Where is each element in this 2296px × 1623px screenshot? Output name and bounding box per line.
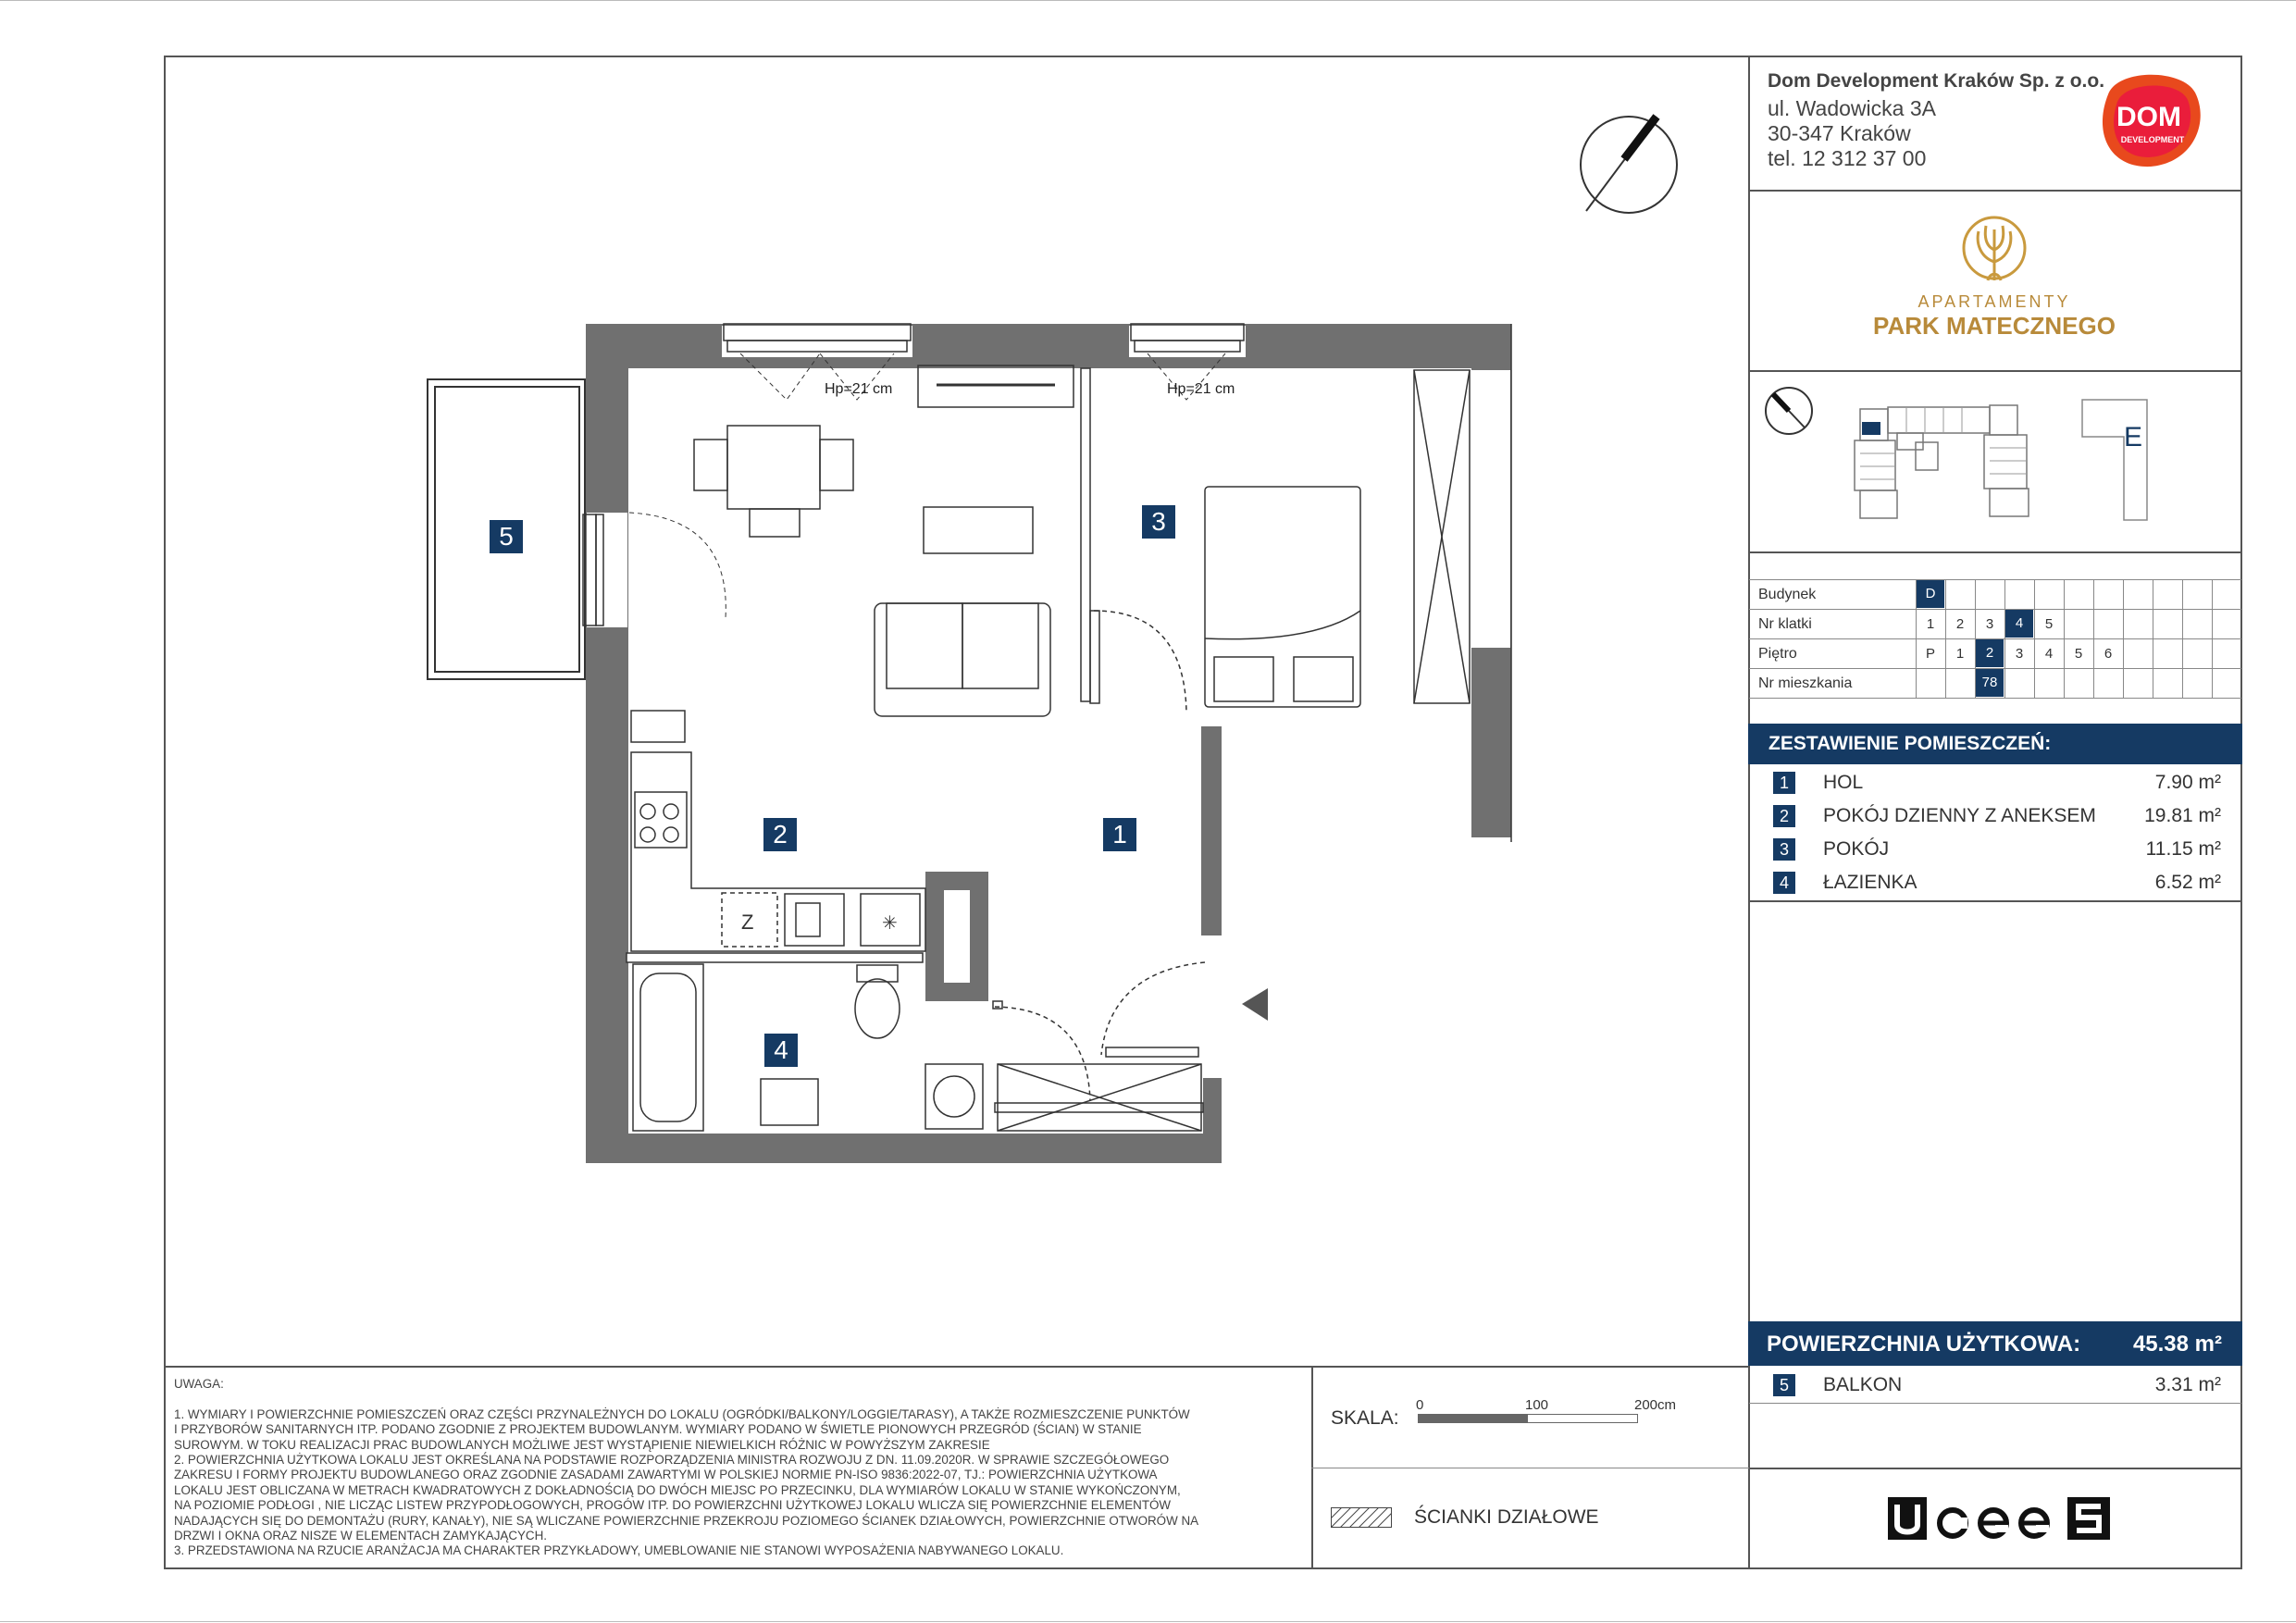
dining-table-icon: [694, 426, 853, 537]
ucees-logo: [1886, 1492, 2114, 1543]
room-num: 1: [1773, 772, 1795, 794]
north-compass-icon: [1581, 117, 1677, 213]
rooms-header: ZESTAWIENIE POMIESZCZEŃ:: [1769, 733, 2052, 754]
floor-cell: 1: [1955, 646, 1965, 662]
note-line: 1. WYMIARY I POWIERZCHNIE POMIESZCZEŃ ORAZ CZĘŚCI PRZYNALEŻNYCH DO LOKALU (OGRÓDKI/BALKONY/LOGGIE/TARASY), A TAKŻE ROZMIESZCZENIE PUNKTÓW: [174, 1406, 1190, 1421]
washing-machine-icon: [925, 1064, 983, 1129]
window-note: Hp=21 cm: [1167, 381, 1235, 397]
bottom-border: [0, 1621, 2296, 1622]
room-area: 7.90 m²: [2154, 772, 2221, 793]
divider: [1748, 551, 2242, 553]
floor-plan: [389, 111, 1703, 1221]
table-col: [2004, 579, 2005, 698]
logo-subtext: DEVELOPMENT: [2120, 135, 2185, 144]
room-name: BALKON: [1823, 1374, 1903, 1395]
room-row: [1749, 799, 2241, 833]
room-row: [1749, 866, 2241, 899]
room-badge-5: 5: [490, 520, 523, 553]
room-num: 3: [1773, 838, 1795, 861]
note-line: SUROWYM. W TOKU REALIZACJI PRAC BUDOWLANYCH MOŻLIWE JEST WYSTĄPIENIE NIEWIELKICH RÓŻNIC W POWYŻSZYM ZAKRESIE: [174, 1437, 990, 1452]
company-phone: tel. 12 312 37 00: [1768, 146, 1927, 170]
floor-cell: 3: [2015, 646, 2024, 662]
project-line1: APARTAMENTY: [1917, 292, 2071, 311]
table-col: [2212, 579, 2213, 698]
table-col: [1945, 579, 1946, 698]
note-line: ZAKRESU I FORMY PROJEKTU BUDOWLANEGO ORAZ ZGODNIE ZASADAMI ZAWARTYMI W POLSKIEJ NORMIE PN-ISO 9836:2022-07, TJ.: POWIERZCHNIA UŻYTKOWA: [174, 1468, 1158, 1482]
room-name: ŁAZIENKA: [1823, 872, 1917, 893]
floor-label: Piętro: [1758, 646, 1797, 662]
note-line: NA POZIOMIE PODŁOGI , NIE LICZĄC LISTEW PRZYPODŁOGOWYCH, PROGÓW ITP. DO POWIERZCHNI UŻYTKOWEJ LOKALU WLICZA SIĘ POWIERZCHNIE ELEMENTÓW: [174, 1498, 1172, 1513]
floor-cell: P: [1925, 646, 1935, 662]
table-col: [2182, 579, 2183, 698]
staircase-cell: 1: [1926, 616, 1935, 632]
note-line: 2. POWIERZCHNIA UŻYTKOWA LOKALU JEST OKREŚLANA NA PODSTAWIE ROZPORZĄDZENIA MINISTRA ROZWOJU Z DN. 11.09.2020R. W SPRAWIE SZCZEGÓŁOWEGO: [174, 1453, 1170, 1468]
building-value: D: [1917, 580, 1944, 608]
site-locator-map: [1758, 381, 2240, 548]
apartment-label: Nr mieszkania: [1758, 675, 1853, 691]
room-badge-2: 2: [763, 818, 797, 851]
scale-tick: 200cm: [1634, 1397, 1677, 1413]
usable-area-value: 45.38 m²: [2132, 1332, 2222, 1357]
project-line2: PARK MATECZNEGO: [1873, 312, 2116, 340]
divider: [1748, 190, 2242, 192]
room-row: [1749, 833, 2241, 866]
scale-tick: 0: [1416, 1397, 1424, 1413]
window-note: Hp=21 cm: [825, 381, 893, 397]
usable-area-label: POWIERZCHNIA UŻYTKOWA:: [1767, 1332, 2081, 1357]
table-col: [2034, 579, 2035, 698]
staircase-cell: 5: [2044, 616, 2054, 632]
floor-cell: 4: [2044, 646, 2054, 662]
notes-block: [174, 1377, 1298, 1559]
notes-divider: [164, 1366, 1749, 1368]
room-name: POKÓJ: [1823, 838, 1890, 860]
floor-cell-selected: 2: [1976, 639, 2004, 667]
dom-development-logo: [2090, 67, 2208, 170]
room-area: 6.52 m²: [2154, 872, 2221, 893]
floor-cell: 5: [2074, 646, 2083, 662]
company-street: ul. Wadowicka 3A: [1768, 96, 1936, 120]
room-badge-4: 4: [764, 1034, 798, 1067]
room-name: POKÓJ DZIENNY Z ANEKSEM: [1823, 805, 2096, 826]
room-area: 3.31 m²: [2154, 1374, 2221, 1395]
note-line: DRZWI I OKNA ORAZ NISZE W ELEMENTACH ZAMYKAJĄCYCH.: [174, 1529, 547, 1543]
toilet-icon: [855, 965, 900, 1038]
table-line: [1749, 609, 2241, 610]
room-area: 11.15 m²: [2145, 838, 2221, 860]
apartment-value: 78: [1976, 669, 2004, 697]
table-line: [1749, 698, 2241, 699]
note-line: 3. PRZEDSTAWIONA NA RZUCIE ARANŻACJA MA CHARAKTER PRZYKŁADOWY, UMEBLOWANIE NIE STANOWI WYPOSAŻENIA NABYWANEGO LOKALU.: [174, 1543, 1064, 1558]
building-label: Budynek: [1758, 587, 1817, 602]
note-line: NADAJĄCYCH SIĘ DO DEMONTAŻU (RURY, KANAŁY), NIE SĄ WLICZANE POWIERZCHNIE PRZEKROJU POZIOMEGO ŚCIANEK DZIAŁOWYCH, POWIERZCHNIE OTWORÓW NA: [174, 1513, 1199, 1528]
staircase-cell: 3: [1985, 616, 1994, 632]
staircase-cell-selected: 4: [2005, 610, 2033, 638]
entrance-arrow-icon: [1242, 988, 1268, 1021]
room-area: 19.81 m²: [2144, 805, 2221, 826]
fridge-label: Z: [741, 911, 754, 934]
top-border: [0, 0, 2296, 1]
usable-area-bar: [1748, 1321, 2242, 1366]
room-row: [1749, 766, 2241, 799]
scale-tick: 100: [1525, 1397, 1549, 1413]
note-line: LOKALU JEST OBLICZANA W METRACH KWADRATOWYCH Z DOKŁADNOŚCIĄ DO DWÓCH MIEJSC PO PRZECINKU, DLA WYMIARÓW LOKALU W STANIE WYKOŃCZONYM,: [174, 1482, 1181, 1497]
balcony-row: [1749, 1369, 2241, 1402]
bed-icon: [1205, 487, 1360, 707]
floor-cell: 6: [2104, 646, 2113, 662]
sink-icon: [761, 1079, 818, 1125]
staircase-cell: 2: [1955, 616, 1965, 632]
hood-icon: ✳: [882, 913, 898, 934]
storage-icon: [998, 1064, 1201, 1131]
tree-logo-icon: [1953, 211, 2036, 294]
room-name: HOL: [1823, 772, 1864, 793]
divider: [1748, 370, 2242, 372]
table-col: [2123, 579, 2124, 698]
company-name: Dom Development Kraków Sp. z o.o.: [1768, 70, 2105, 92]
room-badge-3: 3: [1142, 505, 1175, 539]
balcony-line: [1749, 1403, 2241, 1404]
locator-building-letter: E: [2124, 422, 2143, 452]
sofa-icon: [875, 603, 1050, 716]
legend-partition-label: ŚCIANKI DZIAŁOWE: [1414, 1506, 1599, 1528]
floor-plan-svg: [389, 111, 1703, 1221]
room-num: 2: [1773, 805, 1795, 827]
bathtub-icon: [633, 964, 703, 1131]
staircase-label: Nr klatki: [1758, 616, 1812, 632]
room-num: 5: [1773, 1374, 1795, 1396]
room-num: 4: [1773, 872, 1795, 894]
rooms-bottom-line: [1749, 900, 2241, 902]
note-line: I PRZYBORÓW SANITARNYCH ITP. PODANO ZGODNIE Z PROJEKTEM BUDOWLANYM. WYMIARY PODANO W ŚWIETLE PIONOWYCH PRZEGRÓD (ŚCIAN) W STANIE: [174, 1422, 1142, 1437]
scale-bar-filled: [1418, 1414, 1527, 1423]
company-city: 30-347 Kraków: [1768, 121, 1911, 145]
scale-label: SKALA:: [1331, 1407, 1399, 1429]
logo-divider: [1749, 1468, 2241, 1469]
table-line: [1749, 579, 2241, 580]
wardrobe-icon: [1414, 370, 1470, 703]
table-col: [2064, 579, 2065, 698]
room-badge-1: 1: [1103, 818, 1136, 851]
table-col: [2093, 579, 2094, 698]
rooms-header-bar: [1748, 724, 2242, 764]
scale-bar-empty: [1527, 1414, 1638, 1423]
logo-text: DOM: [2116, 102, 2181, 132]
notes-title: UWAGA:: [174, 1377, 224, 1391]
hatch-icon: [1331, 1507, 1392, 1528]
